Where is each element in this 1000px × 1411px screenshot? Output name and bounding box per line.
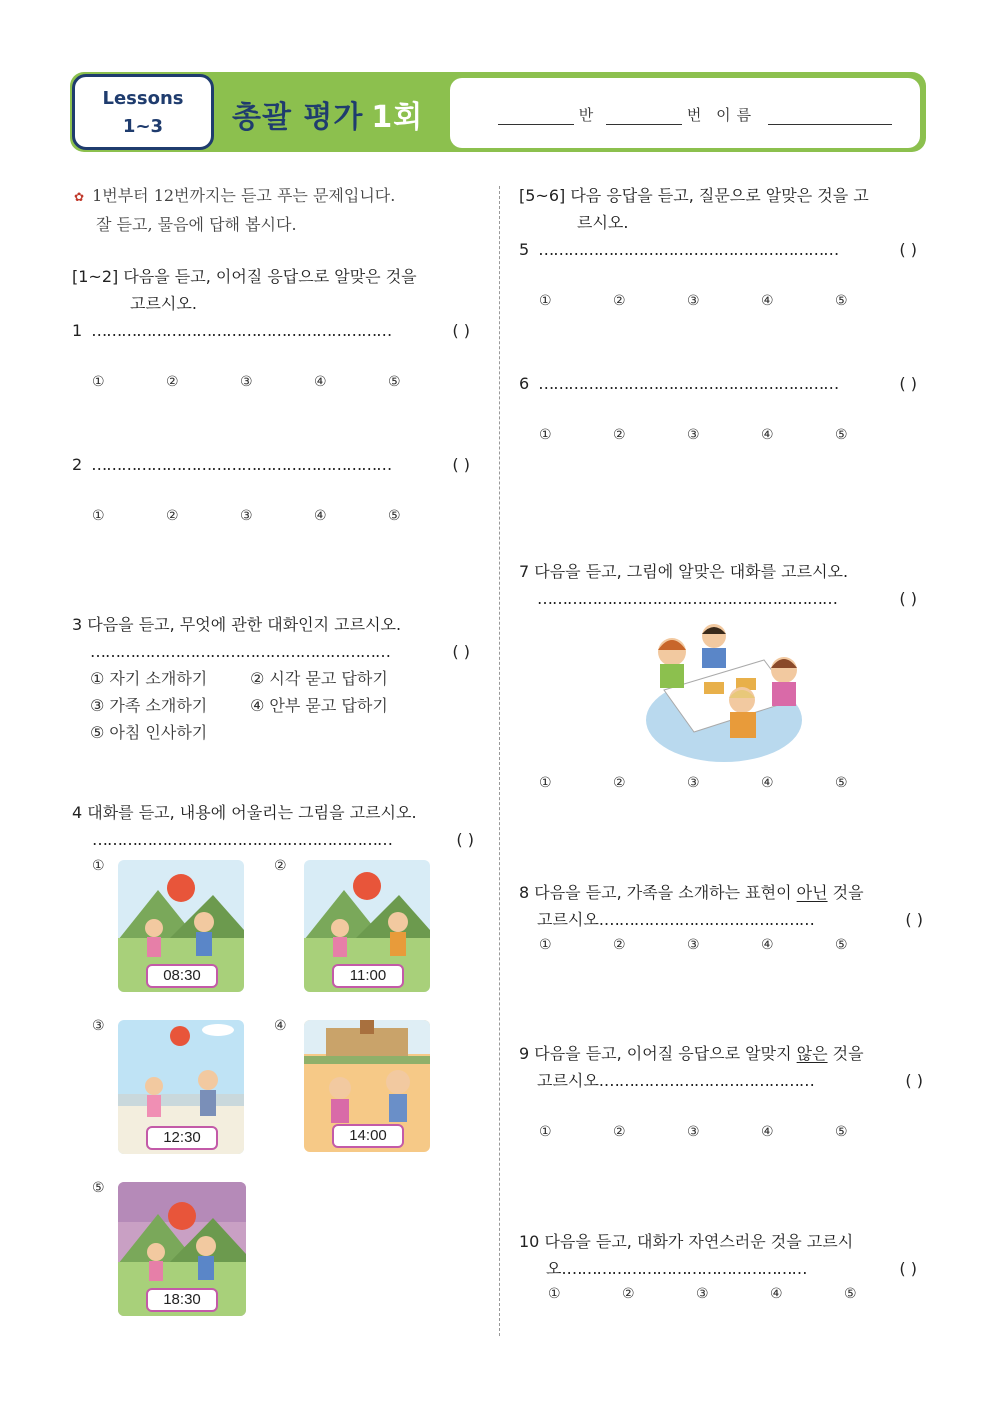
number-blank[interactable] — [606, 106, 682, 125]
choice-2[interactable]: ② — [613, 1124, 626, 1140]
choice-5[interactable]: ⑤ — [835, 937, 848, 953]
q1-choices — [92, 374, 462, 390]
picture-2[interactable] — [304, 860, 430, 992]
choice-2[interactable]: ② — [622, 1286, 635, 1302]
name-label: 이름 — [716, 106, 758, 124]
q1-2-instr-line2: 고르시오. — [130, 294, 197, 313]
choice-2[interactable]: ② — [613, 775, 626, 791]
choice-4[interactable]: ④ — [761, 937, 774, 953]
q7-answer-line: …………………………………………………… ( ) — [537, 585, 919, 612]
q3-option-1[interactable]: ① 자기 소개하기 — [90, 669, 208, 688]
picture-1[interactable] — [118, 860, 244, 992]
choice-1[interactable]: ① — [92, 508, 105, 524]
q3-option-4[interactable]: ④ 안부 묻고 답하기 — [250, 696, 388, 715]
pic5-label[interactable]: ⑤ — [92, 1180, 105, 1196]
q1-answer-blank[interactable]: ( ) — [452, 321, 470, 340]
q10-question: 10 다음을 듣고, 대화가 자연스러운 것을 고르시 — [519, 1232, 854, 1251]
q9-text-a: 9 다음을 듣고, 이어질 응답으로 알맞지 — [519, 1044, 797, 1063]
q8-underlined: 아닌 — [796, 883, 828, 902]
choice-5[interactable]: ⑤ — [835, 293, 848, 309]
lesson-label: Lessons — [102, 88, 184, 109]
time-label: 08:30 — [146, 964, 218, 988]
picture-5[interactable] — [118, 1182, 246, 1316]
choice-3[interactable]: ③ — [240, 374, 253, 390]
class-label: 반 — [578, 106, 594, 124]
q5-choices — [539, 293, 909, 309]
q3-answer-line: …………………………………………………… ( ) — [90, 638, 472, 665]
q1-2-instruction — [72, 263, 417, 317]
q10-choices — [548, 1286, 918, 1302]
choice-5[interactable]: ⑤ — [388, 508, 401, 524]
column-divider — [499, 186, 500, 1336]
choice-3[interactable]: ③ — [687, 293, 700, 309]
pic2-label[interactable]: ② — [274, 858, 287, 874]
page-title — [232, 92, 423, 136]
q5-number: 5 — [519, 240, 530, 259]
time-label: 11:00 — [332, 964, 404, 988]
q6-answer-blank[interactable]: ( ) — [899, 374, 917, 393]
choice-5[interactable]: ⑤ — [844, 1286, 857, 1302]
q4-question: 4 대화를 듣고, 내용에 어울리는 그림을 고르시오. — [72, 803, 417, 822]
q4-answer-blank[interactable]: ( ) — [456, 830, 474, 849]
choice-3[interactable]: ③ — [687, 1124, 700, 1140]
choice-1[interactable]: ① — [539, 427, 552, 443]
choice-4[interactable]: ④ — [314, 508, 327, 524]
number-label: 번 — [686, 106, 702, 124]
choice-1[interactable]: ① — [92, 374, 105, 390]
q10-answer-line: 오.………………………………………… ( ) — [546, 1255, 919, 1282]
q3-options — [90, 665, 388, 746]
intro-line1: 1번부터 12번까지는 듣고 푸는 문제입니다. — [92, 186, 396, 205]
choice-5[interactable]: ⑤ — [835, 775, 848, 791]
choice-3[interactable]: ③ — [687, 937, 700, 953]
title-text: 총괄 평가 — [232, 100, 364, 135]
q2-answer-blank[interactable]: ( ) — [452, 455, 470, 474]
pic1-label[interactable]: ① — [92, 858, 105, 874]
choice-1[interactable]: ① — [539, 937, 552, 953]
choice-3[interactable]: ③ — [240, 508, 253, 524]
time-label: 12:30 — [146, 1126, 218, 1150]
q8-answer-blank[interactable]: ( ) — [905, 910, 923, 929]
q9-answer-blank[interactable]: ( ) — [905, 1071, 923, 1090]
pic3-label[interactable]: ③ — [92, 1018, 105, 1034]
name-blank[interactable] — [768, 106, 892, 125]
choice-4[interactable]: ④ — [761, 1124, 774, 1140]
choice-4[interactable]: ④ — [770, 1286, 783, 1302]
choice-2[interactable]: ② — [613, 937, 626, 953]
class-blank[interactable] — [498, 106, 574, 125]
flower-icon: ✿ — [74, 190, 85, 204]
choice-1[interactable]: ① — [539, 775, 552, 791]
picture-3[interactable] — [118, 1020, 244, 1154]
q9-underlined: 않은 — [796, 1044, 828, 1063]
q6-line: 6 …………………………………………………… ( ) — [519, 370, 919, 397]
q9-text-b: 것을 — [827, 1044, 864, 1063]
q2-number: 2 — [72, 455, 83, 474]
q1-number: 1 — [72, 321, 83, 340]
choice-3[interactable]: ③ — [687, 427, 700, 443]
q9-answer-line: 고르시오.…………………………………… ( ) — [537, 1067, 925, 1094]
choice-3[interactable]: ③ — [696, 1286, 709, 1302]
q5-6-instruction — [519, 182, 869, 236]
q9-line2: 고르시오. — [537, 1071, 604, 1090]
q6-number: 6 — [519, 374, 530, 393]
choice-2[interactable]: ② — [166, 374, 179, 390]
choice-4[interactable]: ④ — [761, 293, 774, 309]
q8-line2: 고르시오. — [537, 910, 604, 929]
choice-1[interactable]: ① — [539, 1124, 552, 1140]
q8-choices — [539, 937, 909, 953]
picture-4[interactable] — [304, 1020, 430, 1152]
q8-text-b: 것을 — [827, 883, 864, 902]
choice-3[interactable]: ③ — [687, 775, 700, 791]
q10-line2: 오. — [546, 1259, 567, 1278]
q7-choices — [539, 775, 909, 791]
pic4-label[interactable]: ④ — [274, 1018, 287, 1034]
choice-2[interactable]: ② — [613, 427, 626, 443]
q8-text-a: 8 다음을 듣고, 가족을 소개하는 표현이 — [519, 883, 797, 902]
choice-4[interactable]: ④ — [761, 427, 774, 443]
q3-option-5[interactable]: ⑤ 아침 인사하기 — [90, 723, 208, 742]
q9-question — [519, 1040, 864, 1067]
q7-answer-blank[interactable]: ( ) — [899, 589, 917, 608]
q9-choices — [539, 1124, 909, 1140]
q1-2-instr-line1: [1~2] 다음을 듣고, 이어질 응답으로 알맞은 것을 — [72, 267, 417, 286]
q2-line: 2 …………………………………………………… ( ) — [72, 451, 472, 478]
choice-5[interactable]: ⑤ — [835, 427, 848, 443]
choice-4[interactable]: ④ — [314, 374, 327, 390]
intro — [74, 182, 395, 238]
q4-answer-line: …………………………………………………… ( ) — [92, 826, 476, 853]
title-number: 1회 — [371, 100, 424, 135]
q8-answer-line: 고르시오.…………………………………… ( ) — [537, 906, 925, 933]
q5-line: 5 …………………………………………………… ( ) — [519, 236, 919, 263]
q3-option-3[interactable]: ③ 가족 소개하기 — [90, 696, 208, 715]
choice-2[interactable]: ② — [166, 508, 179, 524]
q10-answer-blank[interactable]: ( ) — [899, 1259, 917, 1278]
choice-2[interactable]: ② — [613, 293, 626, 309]
choice-5[interactable]: ⑤ — [835, 1124, 848, 1140]
choice-1[interactable]: ① — [548, 1286, 561, 1302]
choice-1[interactable]: ① — [539, 293, 552, 309]
q3-option-2[interactable]: ② 시각 묻고 답하기 — [250, 669, 388, 688]
student-info-box — [450, 78, 920, 148]
choice-4[interactable]: ④ — [761, 775, 774, 791]
q5-6-instr-line1: [5~6] 다음 응답을 듣고, 질문으로 알맞은 것을 고 — [519, 186, 869, 205]
lesson-range: 1~3 — [122, 116, 164, 137]
q7-question: 7 다음을 듣고, 그림에 알맞은 대화를 고르시오. — [519, 562, 849, 581]
q3-question: 3 다음을 듣고, 무엇에 관한 대화인지 고르시오. — [72, 615, 402, 634]
time-label: 14:00 — [332, 1124, 404, 1148]
lesson-badge — [72, 74, 214, 150]
q8-question — [519, 879, 864, 906]
q5-answer-blank[interactable]: ( ) — [899, 240, 917, 259]
time-label: 18:30 — [146, 1288, 218, 1312]
q6-choices — [539, 427, 909, 443]
intro-line2: 잘 듣고, 물음에 답해 봅시다. — [96, 215, 297, 234]
q2-choices — [92, 508, 462, 524]
family-dinner-illustration — [644, 620, 804, 766]
q3-answer-blank[interactable]: ( ) — [452, 642, 470, 661]
choice-5[interactable]: ⑤ — [388, 374, 401, 390]
q1-line: 1 …………………………………………………… ( ) — [72, 317, 472, 344]
q5-6-instr-line2: 르시오. — [577, 213, 629, 232]
